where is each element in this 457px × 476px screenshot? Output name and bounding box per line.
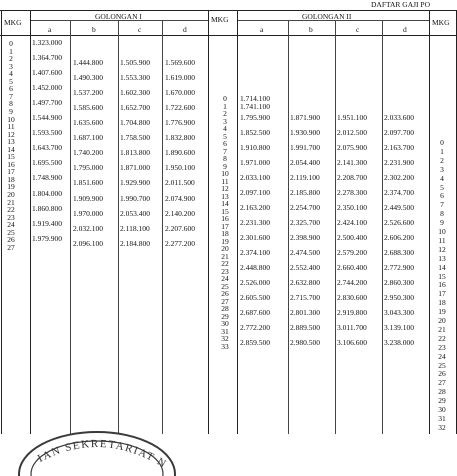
gol2-b-cell: 2.185.800 <box>290 187 320 197</box>
mkg-right-3: 3 <box>440 164 444 174</box>
mkg-left-7: 7 <box>9 91 13 101</box>
gol2-d-cell: 3.238.000 <box>384 337 414 347</box>
col-header-d-ii: d <box>403 25 407 34</box>
gol2-d-cell: 2.950.300 <box>384 292 414 302</box>
gol1-a-cell: 1.860.800 <box>32 203 62 213</box>
mkg-middle-21: 21 <box>221 251 229 261</box>
mkg-left-1: 1 <box>9 46 13 56</box>
mkg-middle-15: 15 <box>221 206 229 216</box>
gol2-b-cell: 2.715.700 <box>290 292 320 302</box>
gol1-b-cell: 1.585.600 <box>73 102 103 112</box>
mkg-middle-31: 31 <box>221 326 229 336</box>
gol1-b-cell: 1.909.900 <box>73 193 103 203</box>
mkg-left-23: 23 <box>7 212 15 222</box>
mkg-left-15: 15 <box>7 152 15 162</box>
gol1-c-cell: 1.871.000 <box>120 163 150 173</box>
mkg-left-22: 22 <box>7 205 15 215</box>
gol1-d-cell: 1.950.100 <box>165 163 195 173</box>
golongan-ii-header: GOLONGAN II <box>302 12 352 21</box>
gol1-d-cell: 1.832.800 <box>165 133 195 143</box>
gol1-b-cell: 1.970.000 <box>73 208 103 218</box>
gol1-c-cell: 1.602.300 <box>120 87 150 97</box>
mkg-header-left: MKG <box>4 18 22 27</box>
mkg-middle-2: 2 <box>223 109 227 118</box>
gol2-b-cell: 2.325.700 <box>290 217 320 227</box>
gol2-c-cell: 1.951.100 <box>337 112 367 122</box>
mkg-right-29: 29 <box>438 396 446 406</box>
mkg-right-32: 32 <box>438 422 446 432</box>
gol2-d-cell: 2.688.300 <box>384 247 414 257</box>
gol1-a-cell: 1.323.000 <box>32 37 62 47</box>
mkg-middle-19: 19 <box>221 236 229 246</box>
gol2-b-cell: 2.119.100 <box>290 172 320 182</box>
mkg-middle-32: 32 <box>221 334 229 343</box>
mkg-right-19: 19 <box>438 307 446 317</box>
mkg-header-right: MKG <box>432 18 450 27</box>
gol2-d-cell: 2.097.700 <box>384 127 414 137</box>
gol2-a-cell: 2.605.500 <box>240 292 270 302</box>
gol2-a-cell: 1.910.800 <box>240 142 270 152</box>
gol2-d-cell: 2.772.900 <box>384 262 414 272</box>
gol1-d-cell: 2.011.500 <box>165 178 195 188</box>
gol2-b-cell: 2.889.500 <box>290 322 320 332</box>
col-header-a: a <box>48 25 52 34</box>
gol2-b-cell: 2.801.300 <box>290 307 320 317</box>
col-line-4 <box>162 20 163 434</box>
gol2-a-cell: 2.526.000 <box>240 277 270 287</box>
mkg-left-10: 10 <box>7 114 15 124</box>
mkg-right-13: 13 <box>438 253 446 263</box>
gol2-a-cell: 1.852.500 <box>240 127 270 137</box>
gol2-a-cell: 1.795.900 <box>240 112 270 122</box>
mkg-right-14: 14 <box>438 262 446 272</box>
gol2-a-cell: 2.097.100 <box>240 187 270 197</box>
gol2-d-cell: 2.033.600 <box>384 112 414 122</box>
gol2-a-cell: 2.301.600 <box>240 232 270 242</box>
col-line-7 <box>288 20 289 434</box>
gol1-b-cell: 1.490.300 <box>73 72 103 82</box>
mkg-right-28: 28 <box>438 387 446 397</box>
gol1-d-cell: 1.776.900 <box>165 118 195 128</box>
gol1-b-cell: 1.537.200 <box>73 87 103 97</box>
gol2-b-cell: 2.254.700 <box>290 202 320 212</box>
mkg-left-6: 6 <box>9 84 13 94</box>
mkg-middle-20: 20 <box>221 244 229 253</box>
mkg-left-14: 14 <box>7 144 15 154</box>
gol2-c-cell: 2.579.200 <box>337 247 367 257</box>
gol1-a-cell: 1.748.900 <box>32 173 62 183</box>
col-line-10 <box>429 10 430 434</box>
gol2-c-cell: 2.141.300 <box>337 157 367 167</box>
col-header-b: b <box>92 25 96 34</box>
gol2-c-cell: 2.012.500 <box>337 127 367 137</box>
mkg-middle-27: 27 <box>221 296 229 306</box>
mkg-right-16: 16 <box>438 280 446 290</box>
gol1-d-cell: 2.207.600 <box>165 223 195 233</box>
mkg-right-18: 18 <box>438 298 446 308</box>
gol1-c-cell: 2.118.100 <box>120 223 150 233</box>
gol1-d-cell: 1.670.000 <box>165 87 195 97</box>
mkg-right-10: 10 <box>438 227 446 236</box>
mkg-right-20: 20 <box>438 316 446 325</box>
gol1-a-cell: 1.919.400 <box>32 218 62 228</box>
gol2-c-cell: 3.011.700 <box>337 322 367 332</box>
gol2-a-cell: 2.374.100 <box>240 247 270 257</box>
gol2-c-cell: 2.500.400 <box>337 232 367 242</box>
column-header-bottom <box>0 35 457 36</box>
mkg-right-17: 17 <box>438 289 446 299</box>
mkg-middle-3: 3 <box>223 116 227 126</box>
gol2-c-cell: 2.660.400 <box>337 262 367 272</box>
mkg-left-3: 3 <box>9 61 13 71</box>
mkg-left-4: 4 <box>9 69 13 79</box>
gol1-a-cell: 1.544.900 <box>32 113 62 122</box>
mkg-left-25: 25 <box>7 227 15 237</box>
mkg-middle-16: 16 <box>221 214 229 223</box>
gol2-d-cell: 2.302.200 <box>384 172 414 182</box>
gol1-c-cell: 1.704.800 <box>120 118 150 128</box>
gol1-d-cell: 1.569.600 <box>165 57 195 67</box>
svg-text:IAN SEKRETARIAT N: IAN SEKRETARIAT N <box>35 437 170 471</box>
gol1-d-cell: 1.722.600 <box>165 102 195 112</box>
gol1-a-cell: 1.643.700 <box>32 143 62 153</box>
mkg-middle-10: 10 <box>221 169 229 178</box>
gol1-c-cell: 2.184.800 <box>120 238 150 248</box>
gol2-c-cell: 2.744.200 <box>337 277 367 287</box>
mkg-right-9: 9 <box>440 218 444 228</box>
mkg-left-20: 20 <box>7 190 15 199</box>
gol2-d-cell: 2.526.600 <box>384 217 414 227</box>
mkg-middle-14: 14 <box>221 199 229 208</box>
mkg-left-17: 17 <box>7 167 15 177</box>
mkg-right-31: 31 <box>438 413 446 423</box>
gol1-a-cell: 1.497.700 <box>32 97 62 107</box>
mkg-middle-9: 9 <box>223 161 227 171</box>
mkg-right-7: 7 <box>440 200 444 210</box>
gol1-d-cell: 2.277.200 <box>165 238 195 248</box>
gol1-c-cell: 2.053.400 <box>120 208 150 218</box>
mkg-left-5: 5 <box>9 76 13 86</box>
mkg-middle-25: 25 <box>221 281 229 291</box>
gol2-c-cell: 2.424.100 <box>337 217 367 227</box>
gol1-c-cell: 1.758.500 <box>120 133 150 143</box>
gol2-b-cell: 1.930.900 <box>290 127 320 137</box>
mkg-right-15: 15 <box>438 271 446 281</box>
mkg-middle-7: 7 <box>223 146 227 156</box>
gol1-b-cell: 1.851.600 <box>73 178 103 188</box>
mkg-left-13: 13 <box>7 137 15 147</box>
table-top-border <box>0 10 457 11</box>
gol2-c-cell: 2.830.600 <box>337 292 367 302</box>
mkg-right-0: 0 <box>440 138 444 147</box>
gol2-a-cell: 1.714.100 <box>240 94 270 103</box>
mkg-middle-13: 13 <box>221 191 229 201</box>
mkg-right-8: 8 <box>440 209 444 219</box>
mkg-right-22: 22 <box>438 333 446 343</box>
mkg-right-26: 26 <box>438 369 446 379</box>
gol2-b-cell: 2.398.900 <box>290 232 320 242</box>
col-header-c: c <box>138 25 142 34</box>
mkg-right-1: 1 <box>440 146 444 156</box>
gol1-b-cell: 1.740.200 <box>73 148 103 158</box>
mkg-right-21: 21 <box>438 324 446 334</box>
gol2-a-cell: 2.231.300 <box>240 217 270 227</box>
gol2-d-cell: 2.163.700 <box>384 142 414 152</box>
gol1-b-cell: 1.444.800 <box>73 57 103 67</box>
col-line-2 <box>70 20 71 434</box>
gol1-a-cell: 1.364.700 <box>32 52 62 62</box>
mkg-middle-33: 33 <box>221 341 229 351</box>
gol2-b-cell: 2.980.500 <box>290 337 320 347</box>
gol1-d-cell: 1.619.000 <box>165 72 195 82</box>
gol2-d-cell: 2.606.200 <box>384 232 414 242</box>
gol1-c-cell: 1.505.900 <box>120 57 150 67</box>
gol2-d-cell: 3.139.100 <box>384 322 414 332</box>
col-header-b-ii: b <box>309 25 313 34</box>
gol2-b-cell: 2.054.400 <box>290 157 320 167</box>
col-line-8 <box>335 20 336 434</box>
gol2-a-cell: 2.687.600 <box>240 307 270 317</box>
gol1-c-cell: 1.813.800 <box>120 148 150 158</box>
mkg-middle-12: 12 <box>221 184 229 193</box>
doc-title: DAFTAR GAJI PO <box>371 0 430 9</box>
gol2-c-cell: 3.106.600 <box>337 337 367 347</box>
mkg-left-8: 8 <box>9 99 13 109</box>
mkg-right-23: 23 <box>438 342 446 352</box>
gol1-b-cell: 1.687.100 <box>73 133 103 143</box>
gol1-d-cell: 2.074.900 <box>165 193 195 203</box>
golongan-i-header: GOLONGAN I <box>95 12 142 21</box>
gol1-c-cell: 1.553.300 <box>120 72 150 82</box>
col-header-a-ii: a <box>260 25 264 34</box>
gol2-c-cell: 2.278.300 <box>337 187 367 197</box>
col-line-5 <box>208 10 209 434</box>
gol2-a-cell: 1.741.100 <box>240 101 270 111</box>
mkg-right-27: 27 <box>438 378 446 388</box>
mkg-right-6: 6 <box>440 191 444 201</box>
gol2-c-cell: 2.208.700 <box>337 172 367 182</box>
mkg-left-21: 21 <box>7 197 15 207</box>
col-line-9 <box>382 20 383 434</box>
mkg-right-5: 5 <box>440 182 444 192</box>
mkg-right-4: 4 <box>440 173 444 183</box>
mkg-left-24: 24 <box>7 220 15 230</box>
gol1-a-cell: 1.804.000 <box>32 188 62 198</box>
mkg-middle-5: 5 <box>223 131 227 141</box>
mkg-right-2: 2 <box>440 155 444 165</box>
col-line-0 <box>1 10 2 434</box>
gol1-d-cell: 2.140.200 <box>165 208 195 218</box>
gol1-b-cell: 1.635.600 <box>73 118 103 128</box>
gol1-a-cell: 1.407.600 <box>32 67 62 77</box>
mkg-middle-29: 29 <box>221 311 229 321</box>
gol1-c-cell: 1.929.900 <box>120 178 150 188</box>
mkg-middle-24: 24 <box>221 274 229 283</box>
gol1-d-cell: 1.890.600 <box>165 148 195 158</box>
col-header-c-ii: c <box>356 25 360 34</box>
mkg-left-0: 0 <box>9 39 13 48</box>
mkg-middle-8: 8 <box>223 154 227 163</box>
mkg-left-19: 19 <box>7 182 15 192</box>
gol2-d-cell: 3.043.300 <box>384 307 414 317</box>
mkg-header-middle: MKG <box>211 15 229 24</box>
mkg-middle-1: 1 <box>223 101 227 111</box>
gol2-a-cell: 2.772.200 <box>240 322 270 332</box>
gol2-a-cell: 2.859.500 <box>240 337 270 347</box>
gol2-d-cell: 2.860.300 <box>384 277 414 287</box>
col-header-d: d <box>183 25 187 34</box>
gol1-a-cell: 1.695.500 <box>32 158 62 168</box>
gol2-b-cell: 1.871.900 <box>290 112 320 122</box>
mkg-middle-18: 18 <box>221 229 229 238</box>
official-seal <box>12 396 182 476</box>
gol2-d-cell: 2.449.500 <box>384 202 414 212</box>
mkg-middle-30: 30 <box>221 319 229 328</box>
gol1-a-cell: 1.979.900 <box>32 233 62 243</box>
gol2-a-cell: 1.971.000 <box>240 157 270 167</box>
mkg-right-24: 24 <box>438 351 446 361</box>
mkg-middle-11: 11 <box>221 176 229 186</box>
col-line-6 <box>237 10 238 434</box>
mkg-left-12: 12 <box>7 129 15 139</box>
gol2-c-cell: 2.350.100 <box>337 202 367 212</box>
mkg-middle-4: 4 <box>223 124 227 133</box>
gol1-a-cell: 1.593.500 <box>32 128 62 138</box>
gol2-b-cell: 2.632.800 <box>290 277 320 287</box>
gol1-b-cell: 2.096.100 <box>73 238 103 248</box>
mkg-right-25: 25 <box>438 360 446 370</box>
gol1-b-cell: 1.795.000 <box>73 163 103 173</box>
mkg-left-18: 18 <box>7 174 15 184</box>
col-line-3 <box>118 20 119 434</box>
mkg-middle-26: 26 <box>221 289 229 298</box>
mkg-right-11: 11 <box>438 235 446 245</box>
mkg-middle-17: 17 <box>221 221 229 231</box>
gol2-d-cell: 2.231.900 <box>384 157 414 167</box>
gol2-a-cell: 2.448.800 <box>240 262 270 272</box>
mkg-middle-28: 28 <box>221 304 229 313</box>
mkg-right-12: 12 <box>438 244 446 254</box>
gol2-d-cell: 2.374.700 <box>384 187 414 197</box>
gol2-c-cell: 2.919.800 <box>337 307 367 317</box>
col-line-1 <box>30 10 31 434</box>
gol2-b-cell: 2.552.400 <box>290 262 320 272</box>
mkg-left-26: 26 <box>7 235 15 245</box>
gol1-c-cell: 1.652.700 <box>120 102 150 112</box>
gol2-c-cell: 2.075.900 <box>337 142 367 152</box>
mkg-left-16: 16 <box>7 159 15 169</box>
mkg-middle-23: 23 <box>221 266 229 276</box>
gol2-a-cell: 2.033.100 <box>240 172 270 182</box>
mkg-left-27: 27 <box>7 242 15 252</box>
mkg-right-30: 30 <box>438 405 446 414</box>
gol1-b-cell: 2.032.100 <box>73 223 103 233</box>
mkg-middle-0: 0 <box>223 94 227 103</box>
mkg-left-11: 11 <box>7 122 15 132</box>
gol1-c-cell: 1.990.700 <box>120 193 150 203</box>
gol2-a-cell: 2.163.200 <box>240 202 270 212</box>
gol2-b-cell: 1.991.700 <box>290 142 320 152</box>
mkg-middle-22: 22 <box>221 259 229 268</box>
mkg-middle-6: 6 <box>223 139 227 148</box>
mkg-left-2: 2 <box>9 54 13 64</box>
gol2-b-cell: 2.474.500 <box>290 247 320 257</box>
mkg-left-9: 9 <box>9 106 13 116</box>
gol1-a-cell: 1.452.000 <box>32 82 62 92</box>
